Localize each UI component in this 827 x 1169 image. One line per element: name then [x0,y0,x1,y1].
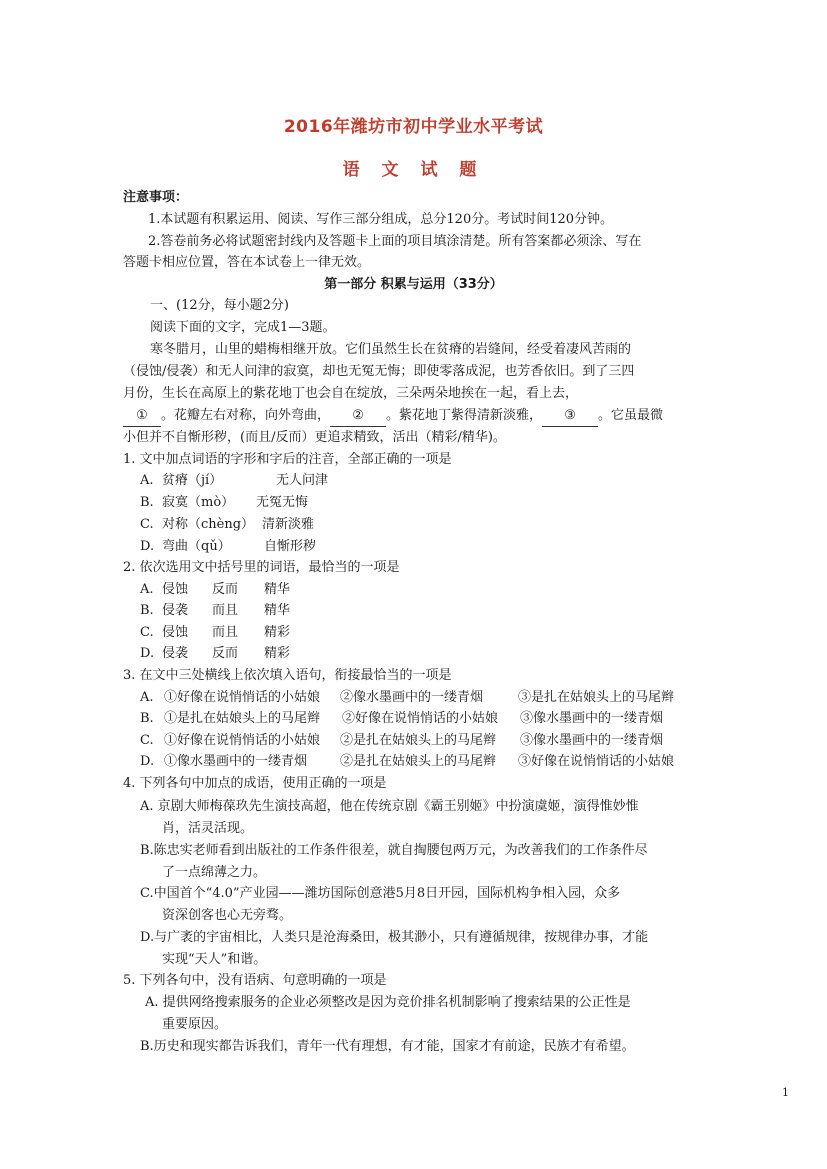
q1-option-a [140,471,328,491]
option-text: 侵袭 [162,646,189,661]
q4-option-b-cont: 了一点绵薄之力。 [162,865,267,880]
q2-stem: 2. 依次选用文中括号里的词语，最恰当的一项是 [123,560,400,575]
q4-option-a: A. 京剧大师梅葆玖先生演技高超，他在传统京剧《霸王别姬》中扮演虞姬，演得惟妙惟 [140,799,639,814]
option-text: 而且 [212,625,239,640]
q1-stem: 1. 文中加点词语的字形和字后的注音，全部正确的一项是 [123,452,452,467]
passage-line: 小但并不自惭形秽，(而且/反而）更追求精致，活出（精彩/精华)。 [123,430,506,445]
q5-option-a-cont: 重要原因。 [162,1017,228,1032]
option-label: A. [140,690,154,705]
q3-option-c [140,731,663,751]
q3-option-a [140,688,674,708]
option-text: 寂寞（mò） [162,495,235,510]
option-label: A. [140,473,154,488]
page-number: 1 [782,1086,789,1099]
option-text: ③像水墨画中的一缕青烟 [520,711,664,726]
passage-line: （侵蚀/侵袭）和无人问津的寂寞，却也无冤无悔；即使零落成泥，也芳香依旧。到了三四 [123,364,635,379]
option-text: ②像水墨画中的一缕青烟 [340,690,484,705]
passage-text: 。它虽最微 [598,408,664,423]
q1-option-d [140,537,316,557]
option-text: ①是扎在姑娘头上的马尾辫 [164,711,321,726]
option-text: 弯曲（qǔ） [162,539,231,554]
option-label: B. [140,603,154,618]
option-text: 精华 [264,582,291,597]
option-text: 对称（chèng） [162,517,255,532]
q2-option-a [140,580,290,600]
option-text: ②好像在说悄悄话的小姑娘 [342,711,499,726]
option-text: ③好像在说悄悄话的小姑娘 [518,754,675,769]
option-text: 侵蚀 [162,625,189,640]
option-label: B. [140,711,154,726]
q2-option-d [140,644,290,664]
q3-option-b [140,709,663,729]
option-text: ③是扎在姑娘头上的马尾辫 [518,690,675,705]
q4-option-c-cont: 资深创客也心无旁骛。 [162,908,293,923]
q1-option-b [140,493,308,513]
q3-stem: 3. 在文中三处横线上依次填入语句，衔接最恰当的一项是 [123,668,452,683]
q4-stem: 4. 下列各句中加点的成语，使用正确的一项是 [123,776,387,791]
option-label: D. [140,539,155,554]
passage-line: 月份，生长在高原上的紫花地丁也会自在绽放，三朵两朵地挨在一起，看上去， [123,386,579,401]
section-one-label: 一、(12分，每小题2分) [150,298,289,313]
q5-stem: 5. 下列各句中，没有语病、句意明确的一项是 [123,973,387,988]
option-text: 清新淡雅 [262,517,315,532]
option-label: C. [140,625,154,640]
q2-option-b [140,601,290,621]
option-text: 侵蚀 [162,582,189,597]
q4-option-c: C.中国首个“4.0”产业园——潍坊国际创意港5月8日开园，国际机构争相入园，众多 [140,886,621,901]
q4-option-d-cont: 实现“天人”和谐。 [162,952,267,967]
q4-option-a-cont: 肖，活灵活现。 [162,821,254,836]
option-text: 自惭形秽 [264,539,317,554]
option-text: ①像水墨画中的一缕青烟 [164,754,308,769]
passage-line: 寒冬腊月，山里的蜡梅相继开放。它们虽然生长在贫瘠的岩缝间，经受着凄风苦雨的 [150,342,632,357]
option-text: ②是扎在姑娘头上的马尾辫 [340,733,497,748]
option-label: C. [140,517,154,532]
section-instruction: 阅读下面的文字，完成1—3题。 [150,320,336,335]
q3-option-d [140,752,674,772]
notice-heading: 注意事项： [123,190,189,205]
q4-option-b: B.陈忠实老师看到出版社的工作条件很差，就自掏腰包两万元，为改善我们的工作条件尽 [140,843,648,858]
passage-line-blanks [123,406,663,427]
option-label: D. [140,754,155,769]
option-text: 贫瘠（jí） [162,473,223,488]
exam-subtitle: 语 文 试 题 [342,160,485,180]
option-label: B. [140,495,154,510]
q4-option-d: D.与广袤的宇宙相比，人类只是沧海桑田，极其渺小，只有遵循规律，按规律办事，才能 [140,930,649,945]
option-label: D. [140,646,155,661]
passage-text: 。紫花地丁紫得清新淡雅， [386,408,543,423]
q5-option-b: B.历史和现实都告诉我们，青年一代有理想，有才能，国家才有前途，民族才有希望。 [140,1039,635,1054]
part1-heading: 第一部分 积累与运用（33分） [324,277,503,292]
option-label: A. [140,582,154,597]
option-text: 无冤无悔 [256,495,309,510]
option-text: ①好像在说悄悄话的小姑娘 [164,733,321,748]
option-text: 精彩 [264,646,291,661]
option-text: 而且 [212,603,239,618]
option-text: ②是扎在姑娘头上的马尾辫 [340,754,497,769]
blank-1: ① [123,406,161,427]
option-text: ①好像在说悄悄话的小姑娘 [164,690,321,705]
option-text: 反而 [212,582,239,597]
option-text: 反而 [212,646,239,661]
q1-option-c [140,515,314,535]
option-text: 无人问津 [276,473,329,488]
blank-3: ③ [542,406,598,427]
notice-item-1: 1.本试题有积累运用、阅读、写作三部分组成，总分120分。考试时间120分钟。 [148,212,614,227]
option-text: 侵袭 [162,603,189,618]
exam-title: 2016年潍坊市初中学业水平考试 [283,117,544,137]
q2-option-c [140,623,290,643]
notice-item-2: 2.答卷前务必将试题密封线内及答题卡上面的项目填涂清楚。所有答案都必须涂、写在 [148,234,642,249]
passage-text: 。花瓣左右对称，向外弯曲， [161,408,331,423]
option-text: ③像水墨画中的一缕青烟 [520,733,664,748]
option-label: C. [140,733,154,748]
option-text: 精华 [264,603,291,618]
blank-2: ② [330,406,386,427]
notice-item-2-cont: 答题卡相应位置，答在本试卷上一律无效。 [123,255,371,270]
q5-option-a: A. 提供网络搜索服务的企业必须整改是因为竞价排名机制影响了搜索结果的公正性是 [145,995,631,1010]
option-text: 精彩 [264,625,291,640]
